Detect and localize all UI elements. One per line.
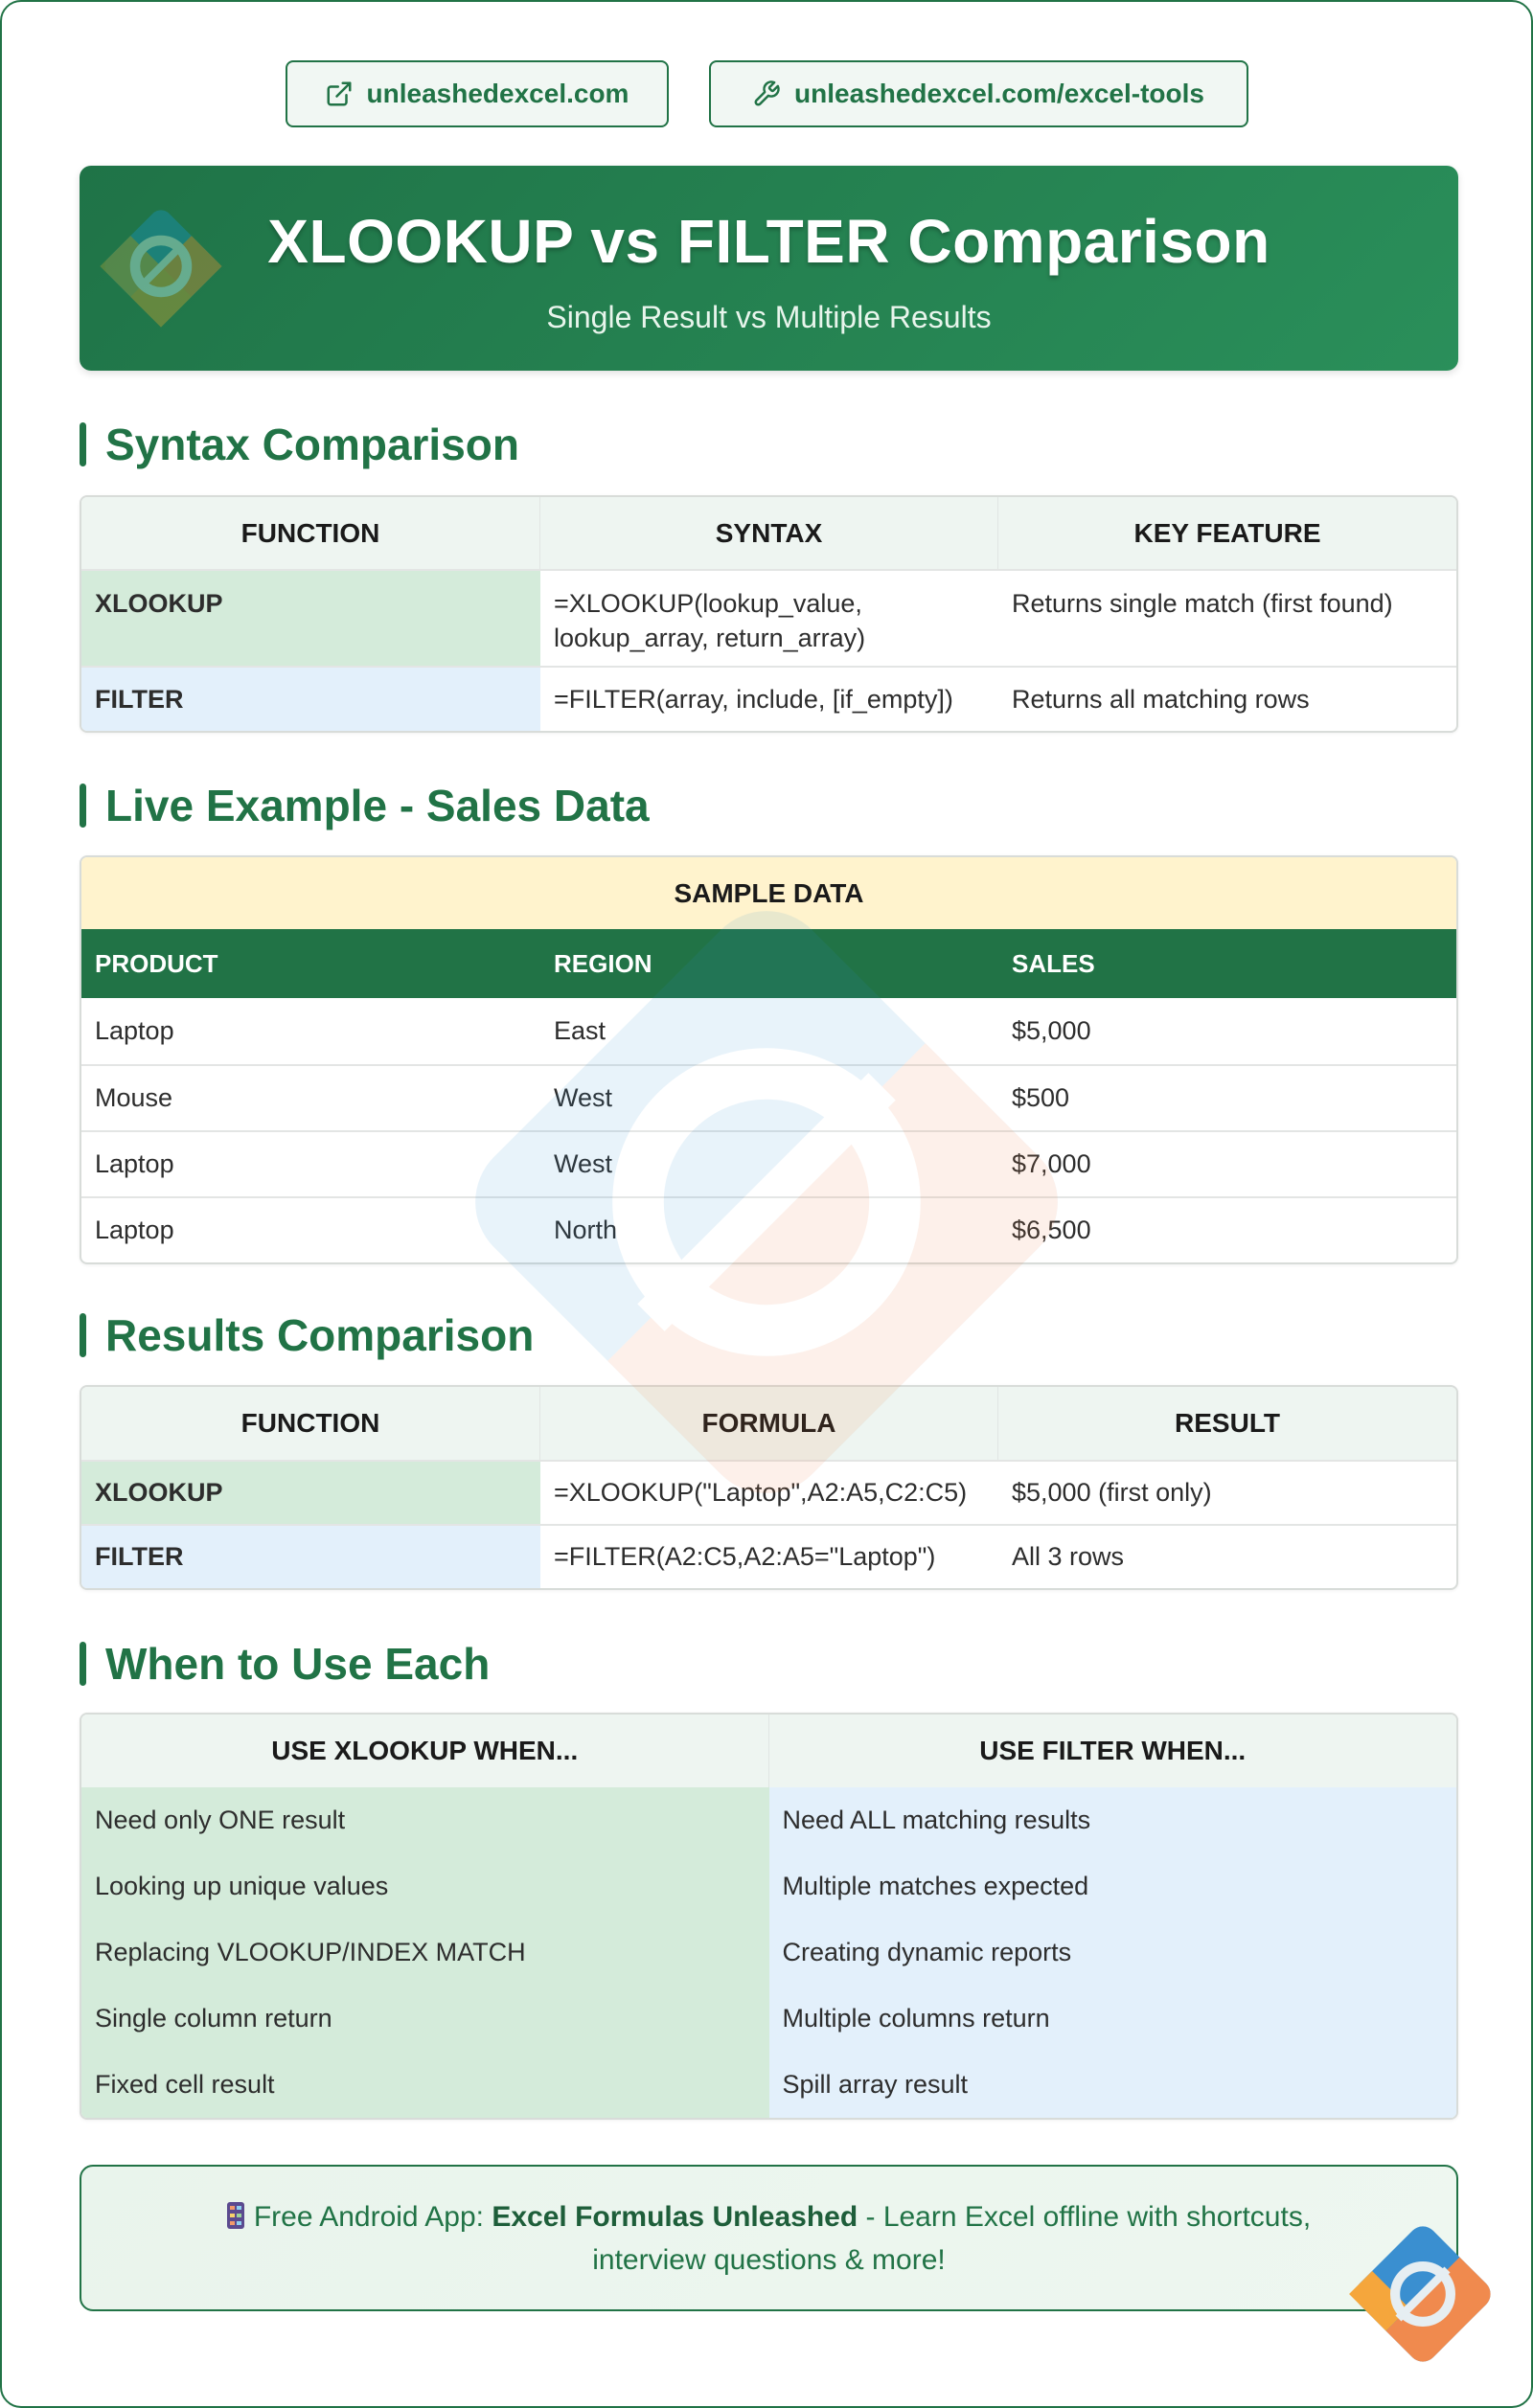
filter-use-cell: Multiple matches expected: [769, 1853, 1457, 1920]
corner-brand-logo-icon: [1341, 2213, 1504, 2375]
filter-use-cell: Multiple columns return: [769, 1986, 1457, 2052]
xlookup-use-cell: Fixed cell result: [81, 2052, 769, 2118]
function-cell: XLOOKUP: [81, 1462, 540, 1524]
when-table-body: [81, 1787, 1456, 2118]
product-cell: Laptop: [95, 1016, 174, 1045]
table-row: [81, 1524, 1456, 1588]
syntax-cell: =FILTER(array, include, [if_empty]): [554, 684, 953, 714]
result-cell: $5,000 (first only): [1012, 1478, 1212, 1507]
column-header: KEY FEATURE: [1133, 517, 1321, 548]
page-subtitle: Single Result vs Multiple Results: [546, 300, 992, 334]
column-header: USE XLOOKUP WHEN...: [81, 1715, 769, 1787]
table-row: [81, 998, 1456, 1064]
region-cell: West: [554, 1083, 613, 1112]
section-heading-syntax: [80, 419, 519, 470]
sample-data-title: SAMPLE DATA: [81, 857, 1456, 929]
section-accent-bar: [80, 1642, 86, 1686]
link-unleashedexcel[interactable]: [286, 60, 669, 127]
column-header: RESULT: [1175, 1408, 1280, 1438]
section-accent-bar: [80, 784, 86, 828]
function-cell: XLOOKUP: [81, 571, 540, 666]
column-header: SYNTAX: [540, 497, 998, 569]
section-heading-text: Results Comparison: [105, 1310, 535, 1360]
table-row: [81, 569, 1456, 666]
result-cell: All 3 rows: [1012, 1542, 1125, 1571]
function-cell: FILTER: [81, 1526, 540, 1588]
table-row: [81, 1064, 1456, 1130]
xlookup-use-cell: Looking up unique values: [81, 1853, 769, 1920]
promo-line-2: interview questions & more!: [592, 2244, 946, 2276]
table-row: [81, 1920, 1456, 1986]
promo-line-1: [81, 2195, 1456, 2238]
sales-cell: $7,000: [1012, 1149, 1091, 1178]
product-cell: Laptop: [95, 1215, 174, 1244]
table-row: [81, 1853, 1456, 1920]
app-name: Excel Formulas Unleashed: [492, 2201, 858, 2233]
page-title: XLOOKUP vs FILTER Comparison: [267, 207, 1270, 276]
table-header-row: [81, 929, 1456, 998]
function-cell: FILTER: [81, 668, 540, 731]
filter-use-cell: Spill array result: [769, 2052, 1457, 2118]
column-header: FUNCTION: [81, 1387, 540, 1460]
syntax-table: [80, 495, 1458, 733]
section-accent-bar: [80, 422, 86, 466]
formula-cell: =FILTER(A2:C5,A2:A5="Laptop"): [554, 1542, 936, 1571]
results-table: [80, 1385, 1458, 1590]
column-header: SALES: [1012, 948, 1095, 978]
xlookup-use-cell: Need only ONE result: [81, 1787, 769, 1853]
column-header: REGION: [554, 948, 652, 978]
table-row: [81, 1986, 1456, 2052]
region-cell: West: [554, 1149, 613, 1178]
table-row: [81, 1787, 1456, 1853]
syntax-cell: =XLOOKUP(lookup_value, lookup_array, return_array): [554, 589, 866, 652]
column-header: FUNCTION: [81, 497, 540, 569]
table-header-row: [81, 1387, 1456, 1460]
filter-use-cell: Creating dynamic reports: [769, 1920, 1457, 1986]
link-label: unleashedexcel.com/excel-tools: [794, 79, 1204, 108]
sales-cell: $500: [1012, 1083, 1070, 1112]
promo-prefix: Free Android App:: [253, 2201, 492, 2233]
link-label: unleashedexcel.com: [366, 79, 629, 108]
section-heading-text: Live Example - Sales Data: [105, 781, 650, 830]
phone-app-icon: [227, 2202, 244, 2229]
promo-suffix: - Learn Excel offline with shortcuts,: [858, 2201, 1312, 2233]
table-header-row: [81, 1715, 1456, 1787]
top-links: [0, 60, 1533, 127]
table-header-row: [81, 497, 1456, 569]
external-link-icon: [325, 80, 354, 108]
feature-cell: Returns single match (first found): [1012, 589, 1393, 618]
section-accent-bar: [80, 1313, 86, 1357]
xlookup-use-cell: Single column return: [81, 1986, 769, 2052]
section-heading-when: [80, 1638, 490, 1690]
sales-cell: $6,500: [1012, 1215, 1091, 1244]
column-header: PRODUCT: [95, 948, 218, 978]
link-excel-tools[interactable]: [709, 60, 1248, 127]
when-to-use-table: [80, 1713, 1458, 2120]
feature-cell: Returns all matching rows: [1012, 684, 1310, 714]
wrench-icon: [752, 80, 781, 108]
filter-use-cell: Need ALL matching results: [769, 1787, 1457, 1853]
title-banner: [80, 166, 1458, 371]
section-heading-results: [80, 1309, 534, 1361]
sample-data-table: [80, 855, 1458, 1264]
column-header: USE FILTER WHEN...: [979, 1736, 1247, 1765]
table-row: [81, 666, 1456, 731]
app-promo-banner[interactable]: [80, 2165, 1458, 2311]
xlookup-use-cell: Replacing VLOOKUP/INDEX MATCH: [81, 1920, 769, 1986]
table-row: [81, 2052, 1456, 2118]
column-header: FORMULA: [540, 1387, 998, 1460]
table-row: [81, 1196, 1456, 1262]
sales-cell: $5,000: [1012, 1016, 1091, 1045]
formula-cell: =XLOOKUP("Laptop",A2:A5,C2:C5): [554, 1478, 968, 1507]
table-row: [81, 1130, 1456, 1196]
product-cell: Mouse: [95, 1083, 173, 1112]
table-row: [81, 1460, 1456, 1524]
region-cell: North: [554, 1215, 618, 1244]
section-heading-text: When to Use Each: [105, 1639, 491, 1689]
product-cell: Laptop: [95, 1149, 174, 1178]
region-cell: East: [554, 1016, 606, 1045]
section-heading-text: Syntax Comparison: [105, 420, 519, 469]
section-heading-live: [80, 780, 650, 831]
